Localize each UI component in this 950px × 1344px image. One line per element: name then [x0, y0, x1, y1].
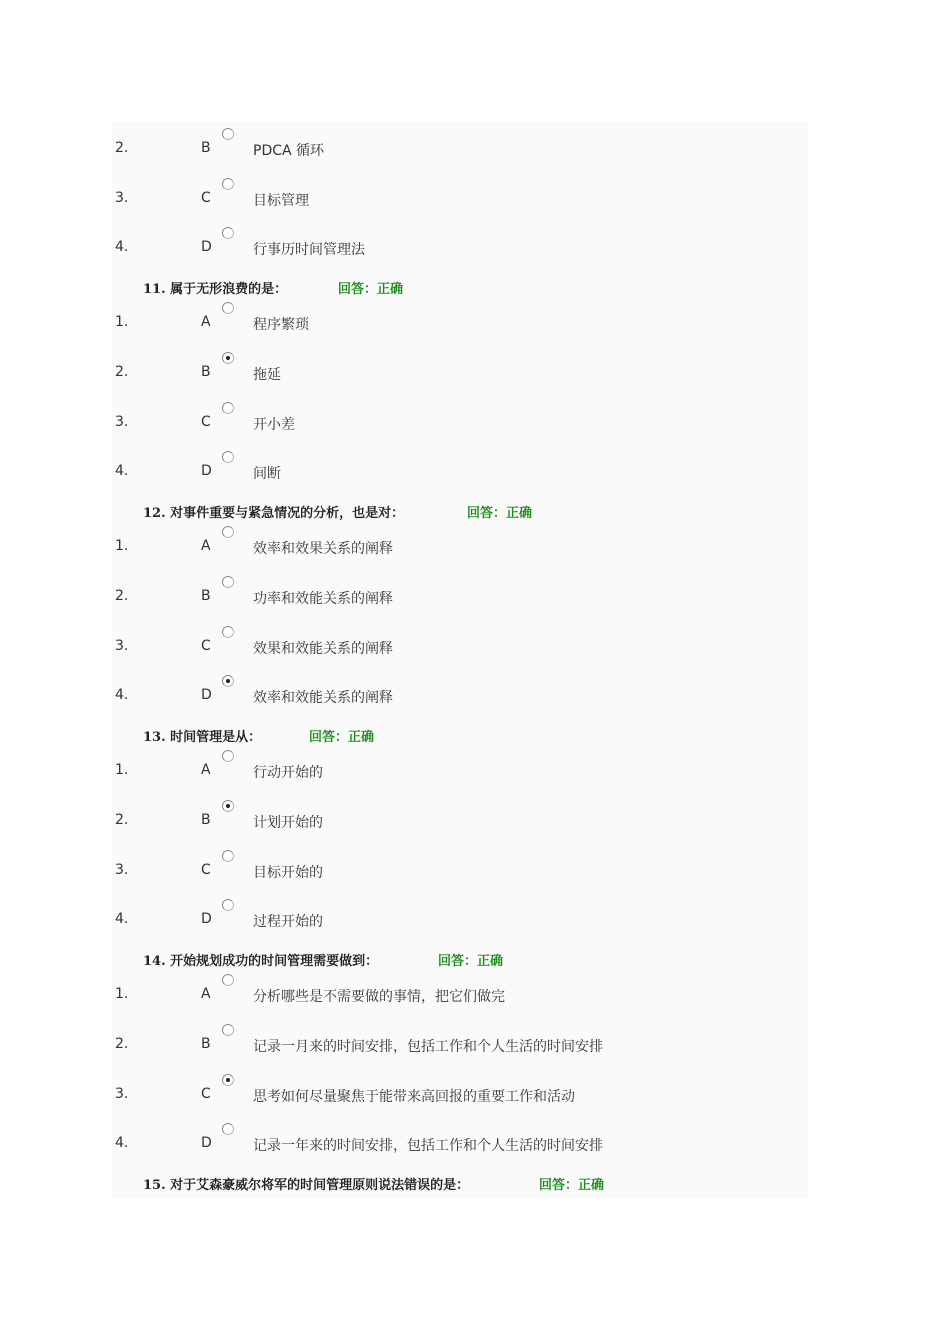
option-number: 1.: [115, 986, 129, 1002]
option-row[interactable]: [0, 235, 950, 259]
option-text: 思考如何尽量聚焦于能带来高回报的重要工作和活动: [253, 1089, 575, 1105]
option-text: 效率和效果关系的阐释: [253, 541, 393, 557]
radio-dot-icon: [226, 1078, 230, 1082]
option-row[interactable]: [0, 534, 950, 558]
option-text: 目标管理: [253, 193, 309, 209]
option-row[interactable]: [0, 1032, 950, 1056]
option-letter: B: [201, 364, 211, 380]
option-text: 记录一年来的时间安排，包括工作和个人生活的时间安排: [253, 1138, 603, 1154]
question-title: 15. 对于艾森豪威尔将军的时间管理原则说法错误的是：: [143, 1178, 470, 1193]
option-number: 2.: [115, 1036, 129, 1052]
option-number: 4.: [115, 1135, 129, 1151]
option-row[interactable]: [0, 459, 950, 483]
radio-button[interactable]: [222, 899, 234, 911]
option-row[interactable]: [0, 1082, 950, 1106]
radio-button[interactable]: [222, 128, 234, 140]
option-letter: C: [201, 190, 211, 206]
radio-button[interactable]: [222, 402, 234, 414]
question-header: [0, 950, 950, 970]
radio-button[interactable]: [222, 451, 234, 463]
option-number: 3.: [115, 638, 129, 654]
option-row[interactable]: [0, 360, 950, 384]
option-letter: A: [201, 986, 211, 1002]
option-text: 程序繁琐: [253, 317, 309, 333]
option-text: 效率和效能关系的阐释: [253, 690, 393, 706]
option-number: 2.: [115, 364, 129, 380]
option-text: 行事历时间管理法: [253, 242, 365, 258]
option-text: 间断: [253, 466, 281, 482]
answer-status: 回答：正确: [467, 506, 533, 521]
option-text: 目标开始的: [253, 865, 323, 881]
option-row[interactable]: [0, 1131, 950, 1155]
option-number: 3.: [115, 190, 129, 206]
option-row[interactable]: [0, 907, 950, 931]
option-row[interactable]: [0, 982, 950, 1006]
option-row[interactable]: [0, 758, 950, 782]
question-title: 13. 时间管理是从：: [143, 730, 262, 745]
radio-dot-icon: [226, 356, 230, 360]
answer-status: 回答：正确: [309, 730, 375, 745]
option-letter: C: [201, 638, 211, 654]
option-number: 3.: [115, 1086, 129, 1102]
option-letter: C: [201, 1086, 211, 1102]
answer-status: 回答：正确: [338, 282, 404, 297]
option-number: 4.: [115, 463, 129, 479]
question-header: [0, 502, 950, 522]
radio-button-selected[interactable]: [222, 675, 234, 687]
option-letter: A: [201, 538, 211, 554]
question-title: 12. 对事件重要与紧急情况的分析，也是对：: [143, 506, 405, 521]
radio-button[interactable]: [222, 178, 234, 190]
radio-button[interactable]: [222, 1123, 234, 1135]
answer-status: 回答：正确: [438, 954, 504, 969]
option-text: 开小差: [253, 417, 295, 433]
option-text: 过程开始的: [253, 914, 323, 930]
option-number: 2.: [115, 140, 129, 156]
radio-dot-icon: [226, 804, 230, 808]
radio-button[interactable]: [222, 526, 234, 538]
option-letter: A: [201, 762, 211, 778]
radio-button-selected[interactable]: [222, 800, 234, 812]
option-text: 功率和效能关系的阐释: [253, 591, 393, 607]
option-text: 计划开始的: [253, 815, 323, 831]
option-text: 拖延: [253, 367, 281, 383]
radio-button-selected[interactable]: [222, 352, 234, 364]
radio-button[interactable]: [222, 750, 234, 762]
option-text: PDCA 循环: [253, 143, 325, 159]
option-letter: D: [201, 463, 212, 479]
radio-button[interactable]: [222, 626, 234, 638]
option-number: 3.: [115, 862, 129, 878]
answer-status: 回答：正确: [539, 1178, 605, 1193]
option-letter: A: [201, 314, 211, 330]
radio-button[interactable]: [222, 227, 234, 239]
option-row[interactable]: [0, 186, 950, 210]
option-number: 4.: [115, 687, 129, 703]
option-text: 记录一月来的时间安排，包括工作和个人生活的时间安排: [253, 1039, 603, 1055]
option-row[interactable]: [0, 310, 950, 334]
option-letter: C: [201, 414, 211, 430]
option-number: 1.: [115, 314, 129, 330]
option-letter: B: [201, 1036, 211, 1052]
option-row[interactable]: [0, 136, 950, 160]
option-row[interactable]: [0, 584, 950, 608]
option-row[interactable]: [0, 858, 950, 882]
radio-button[interactable]: [222, 576, 234, 588]
option-letter: D: [201, 239, 212, 255]
option-number: 1.: [115, 538, 129, 554]
question-header: [0, 726, 950, 746]
option-number: 1.: [115, 762, 129, 778]
question-header: [0, 1174, 950, 1194]
option-row[interactable]: [0, 683, 950, 707]
option-letter: B: [201, 812, 211, 828]
radio-button-selected[interactable]: [222, 1074, 234, 1086]
option-letter: C: [201, 862, 211, 878]
option-number: 2.: [115, 812, 129, 828]
question-header: [0, 278, 950, 298]
option-letter: B: [201, 588, 211, 604]
option-text: 分析哪些是不需要做的事情，把它们做完: [253, 989, 505, 1005]
question-title: 14. 开始规划成功的时间管理需要做到：: [143, 954, 379, 969]
option-number: 4.: [115, 911, 129, 927]
option-text: 效果和效能关系的阐释: [253, 641, 393, 657]
option-letter: D: [201, 911, 212, 927]
option-number: 3.: [115, 414, 129, 430]
option-row[interactable]: [0, 808, 950, 832]
option-number: 2.: [115, 588, 129, 604]
option-letter: D: [201, 687, 212, 703]
option-text: 行动开始的: [253, 765, 323, 781]
radio-button[interactable]: [222, 1024, 234, 1036]
radio-button[interactable]: [222, 974, 234, 986]
radio-button[interactable]: [222, 850, 234, 862]
option-number: 4.: [115, 239, 129, 255]
radio-button[interactable]: [222, 302, 234, 314]
option-row[interactable]: [0, 410, 950, 434]
option-row[interactable]: [0, 634, 950, 658]
option-letter: D: [201, 1135, 212, 1151]
radio-dot-icon: [226, 679, 230, 683]
option-letter: B: [201, 140, 211, 156]
question-title: 11. 属于无形浪费的是：: [143, 282, 288, 297]
